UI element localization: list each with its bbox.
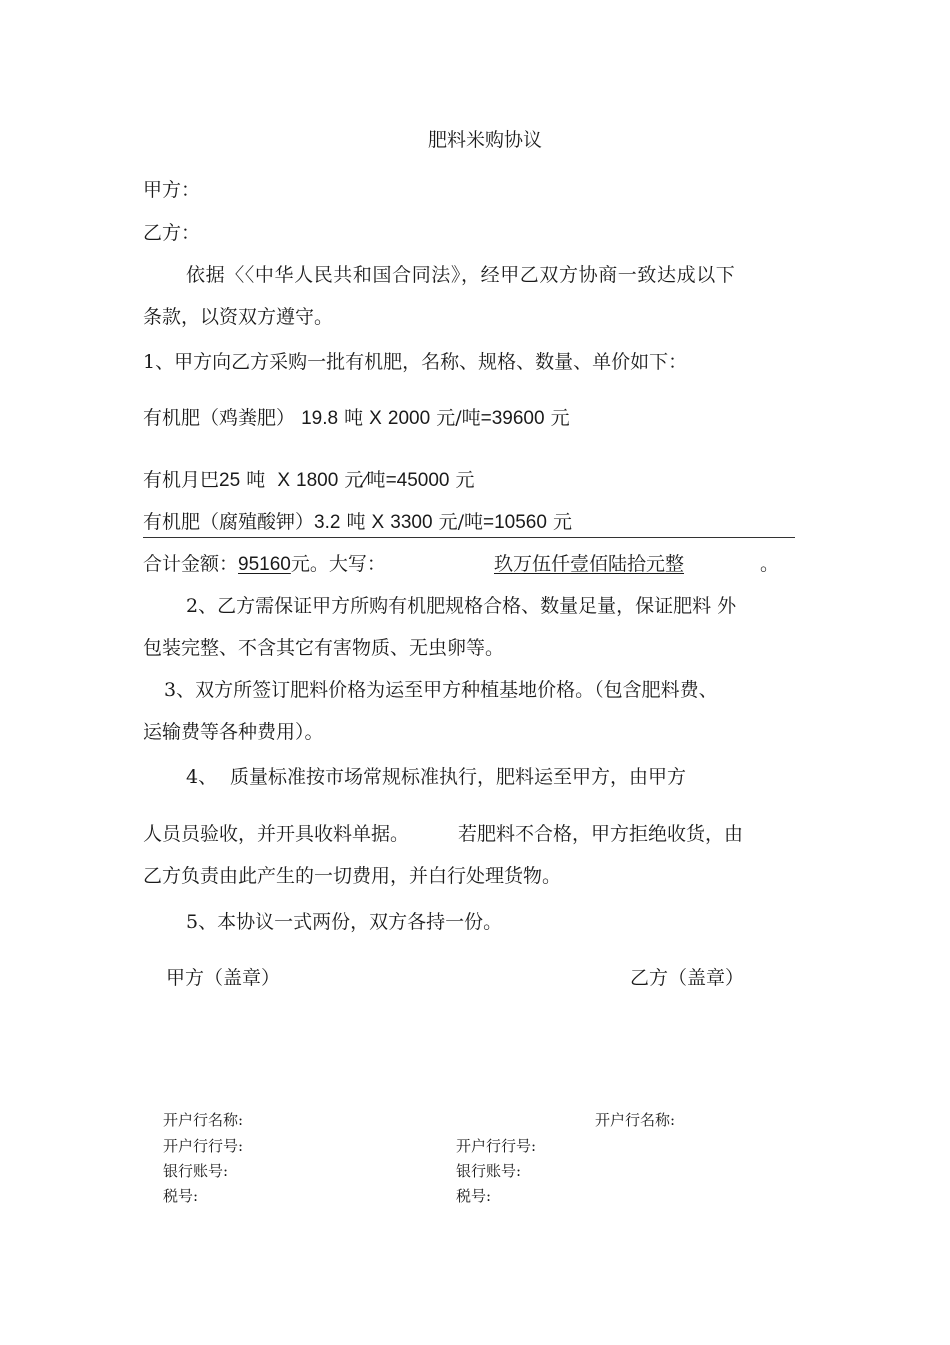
item-name: 有机月巴 — [143, 469, 220, 491]
item-currency: 元 — [455, 469, 475, 491]
item-name: 有机肥（鸡粪肥） — [143, 407, 296, 429]
item-price-unit: 元/吨 — [436, 407, 481, 429]
document-title: 肥料米购协议 — [427, 129, 542, 151]
total-label: 合计金额： — [143, 553, 239, 575]
clause-2-line2: 包装完整、不含其它有害物质、无虫卵等。 — [143, 637, 505, 659]
item-price: 1800 — [296, 470, 339, 491]
item-price: 3300 — [390, 512, 433, 533]
item-total: =39600 — [480, 408, 545, 429]
item-price-unit: 元⁄吨 — [344, 469, 386, 491]
item-unit: 吨 — [246, 469, 266, 491]
item-times: X — [371, 512, 385, 533]
item-currency: 元 — [550, 407, 570, 429]
clause-4-line1: 质量标准按市场常规标准执行，肥料运至甲方，由甲方 — [230, 766, 687, 788]
party-b-seal: 乙方（盖章） — [630, 967, 745, 989]
party-a-label: 甲方： — [143, 179, 201, 201]
party-b-label: 乙方： — [143, 222, 201, 244]
total-suffix: 元。大写： — [290, 553, 386, 575]
item-qty: 3.2 — [314, 512, 341, 533]
total-amount: 95160 — [238, 554, 291, 575]
party-b-account: 银行账号: — [456, 1162, 522, 1180]
item-row — [143, 406, 570, 431]
total-in-words: 玖万伍仟壹佰陆拾元整 — [494, 553, 685, 575]
table-divider-line — [143, 537, 795, 538]
clause-4-line2b: 若肥料不合格，甲方拒绝收货，由 — [458, 823, 744, 845]
clause-2-line1: 2、乙方需保证甲方所购有机肥规格合格、数量足量，保证肥料 外 — [186, 595, 737, 617]
item-price: 2000 — [387, 408, 431, 429]
item-total: =10560 — [483, 512, 547, 533]
clause-4-line3: 乙方负责由此产生的一切费用，并白行处理货物。 — [143, 865, 562, 887]
item-currency: 元 — [553, 511, 573, 533]
item-name: 有机肥（腐殖酸钾） — [143, 511, 315, 533]
total-end-mark: 。 — [760, 553, 780, 575]
party-b-bank-name: 开户行名称: — [595, 1111, 676, 1129]
item-times: X — [277, 470, 290, 491]
clause-4-line2a: 人员员验收，并开具收料单据。 — [143, 823, 410, 845]
item-qty: 25 — [219, 470, 241, 491]
total-row — [143, 552, 386, 577]
intro-paragraph-line2: 条款，以资双方遵守。 — [143, 306, 334, 328]
item-row — [143, 510, 572, 535]
clause-1: 1、甲方向乙方采购一批有机肥，名称、规格、数量、单价如下： — [143, 351, 688, 373]
clause-3-line2: 运输费等各种费用）。 — [143, 721, 324, 743]
item-price-unit: 元/吨 — [438, 511, 484, 533]
item-unit: 吨 — [344, 407, 364, 429]
party-b-bank-code: 开户行行号: — [456, 1137, 537, 1155]
party-b-tax-no: 税号: — [456, 1187, 492, 1205]
party-a-account: 银行账号: — [163, 1162, 229, 1180]
clause-5: 5、本协议一式两份，双方各持一份。 — [186, 911, 503, 933]
party-a-seal: 甲方（盖章） — [166, 967, 281, 989]
clause-3-line1: 3、双方所签订肥料价格为运至甲方种植基地价格。（包含肥料费、 — [164, 679, 718, 701]
item-times: X — [369, 408, 382, 429]
item-unit: 吨 — [346, 511, 366, 533]
clause-4-number: 4、 — [186, 766, 218, 788]
item-total: =45000 — [385, 470, 450, 491]
item-row — [143, 468, 475, 493]
party-a-bank-name: 开户行名称: — [163, 1111, 244, 1129]
intro-paragraph-line1: 依据〈〈中华人民共和国合同法》，经甲乙双方协商一致达成以下 — [186, 264, 736, 286]
item-qty: 19.8 — [301, 408, 339, 429]
party-a-bank-code: 开户行行号: — [163, 1137, 244, 1155]
party-a-tax-no: 税号: — [163, 1187, 199, 1205]
